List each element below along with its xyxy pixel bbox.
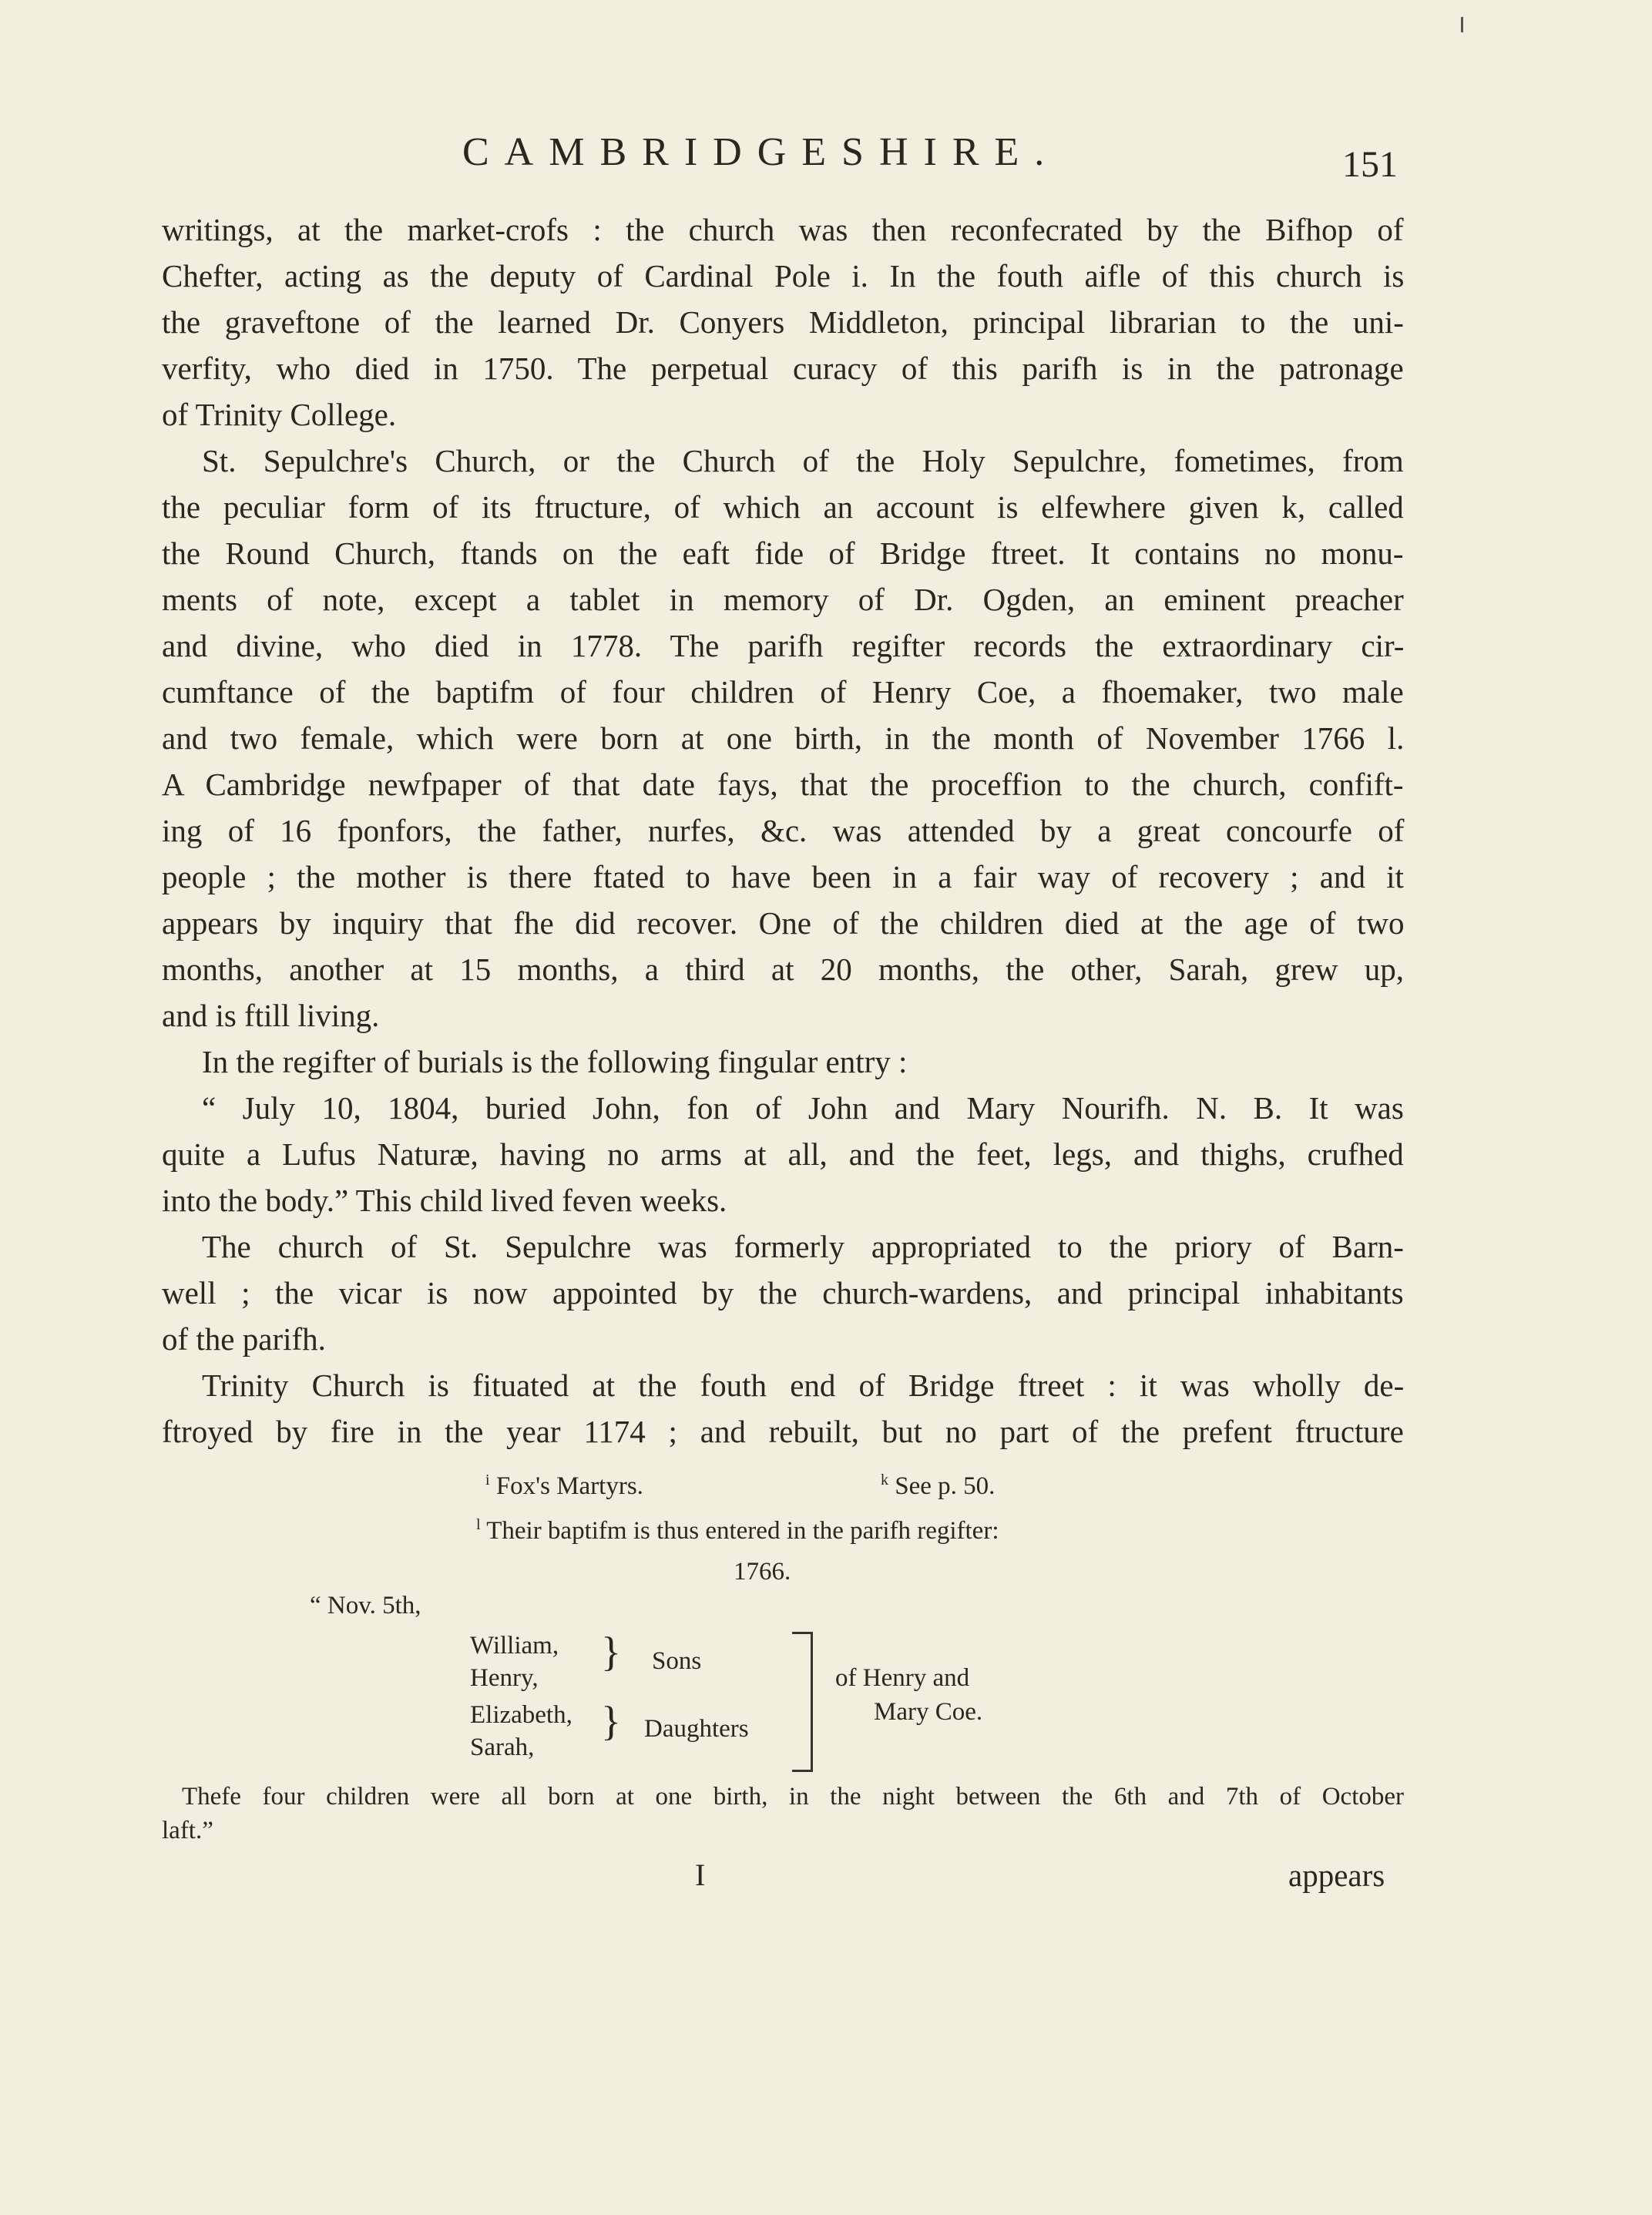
child-name: Sarah, bbox=[470, 1733, 535, 1761]
child-name: Elizabeth, bbox=[470, 1701, 572, 1729]
text-line bbox=[162, 807, 1404, 854]
child-name: William, bbox=[470, 1632, 559, 1660]
closing-line-2: laft.” bbox=[162, 1817, 213, 1844]
text-line-content: the peculiar form of its ftructure, of which an account is elfewhere given k, called bbox=[162, 489, 1404, 525]
text-line bbox=[162, 623, 1404, 669]
text-line-content: appears by inquiry that fhe did recover. One of the children died at the age of two bbox=[162, 905, 1405, 941]
text-line-content: St. Sepulchre's Church, or the Church of the Holy Sepulchre, fometimes, from bbox=[202, 443, 1404, 478]
text-line-content: The church of St. Sepulchre was formerly appropriated to the priory of Barn- bbox=[202, 1229, 1404, 1264]
footnote-i-mark: i bbox=[485, 1472, 490, 1488]
text-line bbox=[162, 206, 1404, 253]
sons-label: Sons bbox=[652, 1647, 702, 1675]
text-line bbox=[162, 484, 1404, 530]
text-line-content: ing of 16 fponfors, the father, nurfes, &c. was attended by a great concourfe of bbox=[162, 813, 1405, 848]
closing-line-1 bbox=[182, 1783, 1404, 1811]
text-line-content: months, another at 15 months, a third at 20 months, the other, Sarah, grew up, bbox=[162, 951, 1404, 987]
footnote-l bbox=[476, 1516, 999, 1545]
footnote-i bbox=[485, 1472, 643, 1501]
text-line bbox=[162, 345, 1404, 391]
text-line bbox=[162, 1362, 1404, 1408]
text-line-content: of the parifh. bbox=[162, 1321, 326, 1357]
text-line-content: “ July 10, 1804, buried John, fon of John and Mary Nourifh. N. B. It was bbox=[202, 1090, 1404, 1126]
text-line bbox=[162, 1085, 1404, 1131]
text-line-content: and two female, which were born at one birth, in the month of November 1766 l. bbox=[162, 720, 1405, 756]
daughters-brace: } bbox=[601, 1698, 621, 1744]
text-line-content: of Trinity College. bbox=[162, 397, 397, 432]
text-line-content: quite a Lufus Naturæ, having no arms at all, and the feet, legs, and thighs, crufhed bbox=[162, 1136, 1404, 1172]
page-number: 151 bbox=[1342, 144, 1398, 185]
footnote-l-mark: l bbox=[476, 1516, 481, 1533]
footnote-k-mark: k bbox=[881, 1472, 888, 1488]
text-line-content: well ; the vicar is now appointed by the church-wardens, and principal inhabitants bbox=[162, 1275, 1404, 1311]
text-line-content: verfity, who died in 1750. The perpetual curacy of this parifh is in the patronage bbox=[162, 351, 1404, 386]
text-line-content: people ; the mother is there ftated to have been in a fair way of recovery ; and it bbox=[162, 859, 1404, 894]
text-line-content: Chefter, acting as the deputy of Cardinal Pole i. In the fouth aifle of this church is bbox=[162, 258, 1405, 294]
catchword: appears bbox=[1288, 1858, 1385, 1893]
running-head bbox=[0, 129, 1652, 183]
text-line bbox=[162, 900, 1404, 946]
text-line bbox=[162, 854, 1404, 900]
text-line-content: and is ftill living. bbox=[162, 998, 380, 1033]
text-line bbox=[162, 1223, 1404, 1270]
text-line bbox=[162, 253, 1404, 299]
text-line bbox=[162, 1316, 1404, 1362]
text-line-content: In the regifter of burials is the following fingular entry : bbox=[202, 1044, 908, 1079]
text-line bbox=[162, 1408, 1404, 1455]
closing-text: Thefe four children were all born at one birth, in the night between the 6th and 7th of October bbox=[182, 1783, 1404, 1811]
text-line-content: into the body.” This child lived feven weeks. bbox=[162, 1183, 727, 1218]
text-line-content: and divine, who died in 1778. The parifh regifter records the extraordinary cir- bbox=[162, 628, 1405, 663]
footnote-i-text: Fox's Martyrs. bbox=[495, 1472, 643, 1500]
parents-brace bbox=[792, 1632, 813, 1772]
text-line bbox=[162, 715, 1404, 761]
sons-brace: } bbox=[601, 1629, 621, 1675]
text-line bbox=[162, 299, 1404, 345]
text-line bbox=[162, 530, 1404, 576]
text-line bbox=[162, 576, 1404, 623]
text-line bbox=[162, 669, 1404, 715]
text-line bbox=[162, 1177, 1404, 1223]
footnote-k-text: See p. 50. bbox=[895, 1472, 996, 1500]
text-line bbox=[162, 1131, 1404, 1177]
footnote-l-text: Their baptifm is thus entered in the parifh regifter: bbox=[486, 1517, 999, 1545]
text-line bbox=[162, 992, 1404, 1039]
child-name: Henry, bbox=[470, 1664, 539, 1692]
text-line-content: ments of note, except a tablet in memory of Dr. Ogden, an eminent preacher bbox=[162, 582, 1404, 617]
text-line-content: A Cambridge newfpaper of that date fays, that the proceffion to the church, confift- bbox=[162, 767, 1404, 802]
running-title: CAMBRIDGESHIRE. bbox=[462, 130, 1060, 174]
daughters-label: Daughters bbox=[644, 1715, 749, 1743]
text-line-content: ftroyed by fire in the year 1174 ; and rebuilt, but no part of the prefent ftructure bbox=[162, 1414, 1404, 1449]
text-line bbox=[162, 438, 1404, 484]
parents-line-2: Mary Coe. bbox=[874, 1698, 983, 1726]
text-line bbox=[162, 946, 1404, 992]
margin-mark bbox=[1461, 17, 1463, 32]
text-line-content: Trinity Church is fituated at the fouth end of Bridge ftreet : it was wholly de- bbox=[202, 1368, 1405, 1403]
signature-mark: I bbox=[695, 1858, 706, 1892]
parents-line-1: of Henry and bbox=[835, 1664, 970, 1692]
text-line bbox=[162, 761, 1404, 807]
text-line bbox=[162, 391, 1404, 438]
text-line bbox=[162, 1039, 1404, 1085]
text-line-content: cumftance of the baptifm of four children of Henry Coe, a fhoemaker, two male bbox=[162, 674, 1404, 710]
register-year: 1766. bbox=[734, 1558, 791, 1586]
text-line-content: writings, at the market-crofs : the church was then reconfecrated by the Bifhop of bbox=[162, 212, 1404, 247]
text-line-content: the Round Church, ftands on the eaft fide of Bridge ftreet. It contains no monu- bbox=[162, 535, 1404, 571]
register-date: “ Nov. 5th, bbox=[310, 1592, 421, 1619]
footnote-k bbox=[881, 1472, 995, 1501]
body-text bbox=[162, 206, 1404, 1455]
text-line-content: the graveftone of the learned Dr. Conyers Middleton, principal librarian to the uni- bbox=[162, 304, 1404, 340]
text-line bbox=[162, 1270, 1404, 1316]
page-footer bbox=[0, 1857, 1652, 1903]
